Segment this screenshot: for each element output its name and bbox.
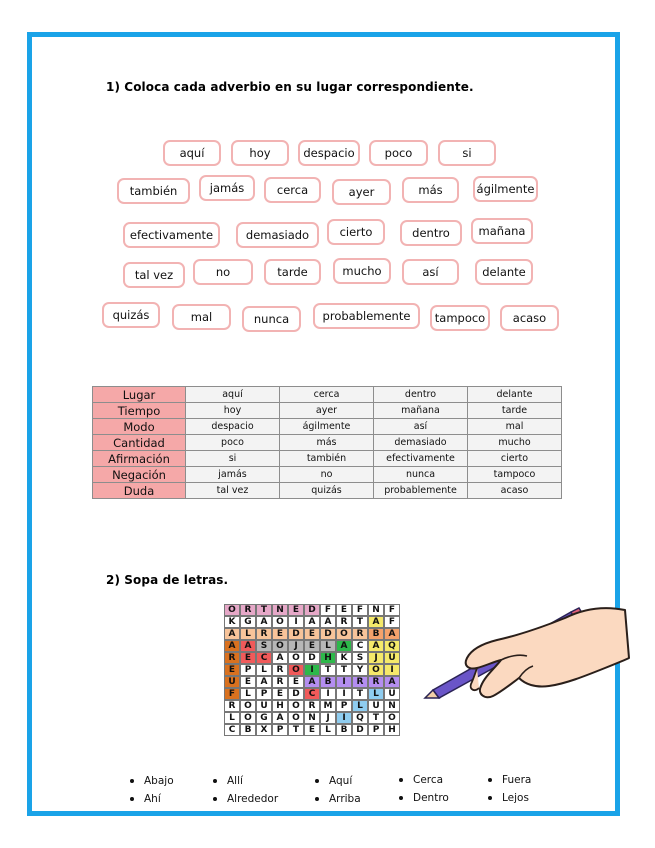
grid-letter[interactable]: S — [352, 652, 368, 664]
grid-letter[interactable]: C — [256, 652, 272, 664]
grid-letter[interactable]: A — [256, 616, 272, 628]
hand-shape — [466, 608, 629, 697]
word-card[interactable]: hoy — [231, 140, 289, 166]
grid-letter[interactable]: K — [224, 616, 240, 628]
word-card[interactable]: ágilmente — [473, 176, 538, 202]
grid-letter[interactable]: A — [240, 640, 256, 652]
word-list-item: Dentro — [399, 792, 449, 804]
word-card[interactable]: poco — [369, 140, 428, 166]
adverb-cell: más — [280, 435, 374, 451]
adverb-cell: demasiado — [374, 435, 468, 451]
grid-letter[interactable]: D — [288, 688, 304, 700]
grid-letter[interactable]: D — [304, 604, 320, 616]
table-row — [93, 467, 562, 483]
word-list-item: Cerca — [399, 774, 443, 786]
grid-letter[interactable]: D — [352, 724, 368, 736]
adverb-cell: no — [280, 467, 374, 483]
grid-letter[interactable]: L — [320, 724, 336, 736]
grid-letter[interactable]: J — [288, 640, 304, 652]
grid-letter[interactable]: L — [256, 664, 272, 676]
adverb-cell: ayer — [280, 403, 374, 419]
grid-letter[interactable]: D — [320, 628, 336, 640]
grid-letter[interactable]: L — [352, 700, 368, 712]
grid-letter[interactable]: L — [368, 688, 384, 700]
grid-letter[interactable]: U — [368, 700, 384, 712]
grid-letter[interactable]: P — [240, 664, 256, 676]
category-cell: Modo — [93, 419, 186, 435]
grid-letter[interactable]: A — [384, 628, 400, 640]
grid-letter[interactable]: O — [272, 640, 288, 652]
grid-letter[interactable]: O — [288, 664, 304, 676]
grid-letter[interactable]: O — [336, 628, 352, 640]
grid-letter[interactable]: A — [224, 628, 240, 640]
table-row — [93, 451, 562, 467]
grid-letter[interactable]: M — [320, 700, 336, 712]
grid-letter[interactable]: O — [288, 700, 304, 712]
grid-letter[interactable]: A — [384, 676, 400, 688]
adverb-cell: acaso — [468, 483, 562, 499]
grid-letter[interactable]: Q — [352, 712, 368, 724]
table-row — [93, 419, 562, 435]
grid-letter[interactable]: B — [368, 628, 384, 640]
grid-letter[interactable]: B — [336, 724, 352, 736]
grid-letter[interactable]: R — [256, 628, 272, 640]
word-card[interactable]: si — [438, 140, 496, 166]
grid-letter[interactable]: R — [352, 676, 368, 688]
word-card[interactable]: ayer — [332, 179, 391, 205]
word-card[interactable]: demasiado — [236, 222, 319, 248]
grid-letter[interactable]: J — [368, 652, 384, 664]
grid-letter[interactable]: N — [304, 712, 320, 724]
grid-letter[interactable]: H — [272, 700, 288, 712]
grid-letter[interactable]: F — [384, 604, 400, 616]
grid-letter[interactable]: A — [336, 640, 352, 652]
adverb-cell: quizás — [280, 483, 374, 499]
grid-letter[interactable]: E — [240, 652, 256, 664]
adverb-cell: cierto — [468, 451, 562, 467]
word-card[interactable]: efectivamente — [123, 222, 220, 248]
word-card[interactable]: tarde — [264, 259, 321, 285]
grid-letter[interactable]: D — [288, 628, 304, 640]
grid-letter[interactable]: R — [304, 700, 320, 712]
grid-letter[interactable]: E — [272, 628, 288, 640]
grid-letter[interactable]: N — [272, 604, 288, 616]
grid-letter[interactable]: A — [272, 712, 288, 724]
table-row — [93, 403, 562, 419]
grid-letter[interactable]: R — [224, 652, 240, 664]
grid-letter[interactable]: A — [304, 676, 320, 688]
word-list-item: Arriba — [315, 793, 361, 805]
grid-letter[interactable]: D — [304, 652, 320, 664]
grid-letter[interactable]: I — [336, 688, 352, 700]
grid-letter[interactable]: I — [304, 664, 320, 676]
grid-letter[interactable]: I — [288, 616, 304, 628]
word-card[interactable]: no — [193, 259, 253, 285]
word-card[interactable]: acaso — [500, 305, 559, 331]
category-cell: Lugar — [93, 387, 186, 403]
grid-letter[interactable]: A — [304, 616, 320, 628]
word-card[interactable]: mucho — [333, 258, 391, 284]
grid-letter[interactable]: K — [336, 652, 352, 664]
adverb-cell: así — [374, 419, 468, 435]
adverb-cell: tarde — [468, 403, 562, 419]
adverb-cell: mucho — [468, 435, 562, 451]
grid-letter[interactable]: A — [368, 616, 384, 628]
grid-letter[interactable]: A — [224, 640, 240, 652]
category-cell: Negación — [93, 467, 186, 483]
word-card[interactable]: más — [402, 177, 459, 203]
grid-letter[interactable]: T — [320, 664, 336, 676]
grid-letter[interactable]: C — [224, 724, 240, 736]
grid-letter[interactable]: R — [272, 676, 288, 688]
grid-letter[interactable]: O — [240, 700, 256, 712]
grid-letter[interactable]: U — [384, 652, 400, 664]
word-card[interactable]: mal — [172, 304, 231, 330]
grid-letter[interactable]: O — [288, 652, 304, 664]
grid-letter[interactable]: E — [304, 640, 320, 652]
table-row — [93, 387, 562, 403]
grid-letter[interactable]: L — [240, 628, 256, 640]
adverb-cell: poco — [186, 435, 280, 451]
adverb-cell: también — [280, 451, 374, 467]
grid-letter[interactable]: A — [256, 676, 272, 688]
word-card[interactable]: tampoco — [430, 305, 490, 331]
grid-letter[interactable]: O — [240, 712, 256, 724]
word-card[interactable]: mañana — [471, 218, 533, 244]
grid-letter[interactable]: H — [384, 724, 400, 736]
adverb-cell: efectivamente — [374, 451, 468, 467]
word-list-item: Abajo — [130, 775, 174, 787]
adverb-cell: mal — [468, 419, 562, 435]
table-row — [93, 483, 562, 499]
word-card[interactable]: también — [117, 178, 190, 204]
grid-letter[interactable]: P — [368, 724, 384, 736]
grid-letter[interactable]: T — [288, 724, 304, 736]
table-row — [93, 435, 562, 451]
grid-letter[interactable]: O — [368, 664, 384, 676]
grid-letter[interactable]: E — [288, 604, 304, 616]
grid-letter[interactable]: G — [240, 616, 256, 628]
word-list-item: Allí — [213, 775, 243, 787]
grid-letter[interactable]: E — [272, 688, 288, 700]
grid-letter[interactable]: T — [368, 712, 384, 724]
exercise-2-title: 2) Sopa de letras. — [106, 573, 229, 587]
grid-letter[interactable]: E — [224, 664, 240, 676]
word-card[interactable]: así — [402, 259, 459, 285]
grid-letter[interactable]: R — [272, 664, 288, 676]
grid-letter[interactable]: N — [368, 604, 384, 616]
grid-letter[interactable]: E — [336, 604, 352, 616]
grid-letter[interactable]: A — [320, 616, 336, 628]
grid-letter[interactable]: H — [320, 652, 336, 664]
word-card[interactable]: aquí — [163, 140, 221, 166]
grid-letter[interactable]: G — [256, 712, 272, 724]
hand-with-pencil-illustration — [415, 598, 635, 718]
adverb-cell: delante — [468, 387, 562, 403]
grid-letter[interactable]: F — [224, 688, 240, 700]
adverb-cell: tal vez — [186, 483, 280, 499]
adverb-cell: tampoco — [468, 467, 562, 483]
word-list-item: Lejos — [488, 792, 529, 804]
word-card[interactable]: probablemente — [313, 303, 420, 329]
adverb-cell: nunca — [374, 467, 468, 483]
grid-letter[interactable]: O — [384, 712, 400, 724]
grid-letter[interactable]: P — [336, 700, 352, 712]
grid-letter[interactable]: S — [256, 640, 272, 652]
grid-letter[interactable]: P — [272, 724, 288, 736]
grid-letter[interactable]: F — [352, 604, 368, 616]
adverb-classification-table — [92, 386, 562, 499]
category-cell: Cantidad — [93, 435, 186, 451]
grid-letter[interactable]: N — [384, 700, 400, 712]
grid-letter[interactable]: C — [352, 640, 368, 652]
grid-letter[interactable]: P — [256, 688, 272, 700]
word-card[interactable]: nunca — [242, 306, 301, 332]
grid-letter[interactable]: O — [224, 604, 240, 616]
word-card[interactable]: delante — [475, 259, 533, 285]
adverb-cell: si — [186, 451, 280, 467]
adverb-cell: probablemente — [374, 483, 468, 499]
grid-letter[interactable]: R — [240, 604, 256, 616]
adverb-cell: jamás — [186, 467, 280, 483]
grid-letter[interactable]: T — [336, 664, 352, 676]
word-card[interactable]: dentro — [400, 220, 462, 246]
grid-letter[interactable]: B — [320, 676, 336, 688]
grid-letter[interactable]: T — [352, 616, 368, 628]
grid-letter[interactable]: R — [224, 700, 240, 712]
grid-letter[interactable]: E — [288, 676, 304, 688]
grid-letter[interactable]: A — [272, 652, 288, 664]
word-list-item: Ahí — [130, 793, 161, 805]
grid-letter[interactable]: U — [256, 700, 272, 712]
grid-letter[interactable]: C — [304, 688, 320, 700]
word-list-item: Alrededor — [213, 793, 278, 805]
adverb-cell: cerca — [280, 387, 374, 403]
adverb-cell: mañana — [374, 403, 468, 419]
grid-letter[interactable]: U — [384, 688, 400, 700]
grid-letter[interactable]: I — [320, 688, 336, 700]
grid-letter[interactable]: I — [384, 664, 400, 676]
grid-letter[interactable]: R — [336, 616, 352, 628]
grid-letter[interactable]: T — [256, 604, 272, 616]
grid-letter[interactable]: Q — [384, 640, 400, 652]
grid-letter[interactable]: L — [224, 712, 240, 724]
grid-letter[interactable]: E — [304, 724, 320, 736]
grid-letter[interactable]: E — [240, 676, 256, 688]
grid-letter[interactable]: F — [384, 616, 400, 628]
grid-letter[interactable]: L — [240, 688, 256, 700]
grid-letter[interactable]: U — [224, 676, 240, 688]
word-card[interactable]: cerca — [264, 177, 321, 203]
grid-letter[interactable]: O — [288, 712, 304, 724]
grid-letter[interactable]: B — [240, 724, 256, 736]
grid-letter[interactable]: A — [368, 640, 384, 652]
adverb-cell: hoy — [186, 403, 280, 419]
grid-letter[interactable]: R — [368, 676, 384, 688]
grid-letter[interactable]: T — [352, 688, 368, 700]
category-cell: Duda — [93, 483, 186, 499]
grid-letter[interactable]: J — [320, 712, 336, 724]
grid-letter[interactable]: L — [320, 640, 336, 652]
word-card[interactable]: jamás — [199, 175, 255, 201]
grid-letter[interactable]: I — [336, 676, 352, 688]
exercise-1-title: 1) Coloca cada adverbio en su lugar correspondiente. — [106, 80, 474, 94]
category-cell: Tiempo — [93, 403, 186, 419]
adverb-cell: despacio — [186, 419, 280, 435]
grid-letter[interactable]: R — [352, 628, 368, 640]
adverb-cell: aquí — [186, 387, 280, 403]
word-card[interactable]: despacio — [298, 140, 360, 166]
word-list-item: Fuera — [488, 774, 531, 786]
word-list-item: Aquí — [315, 775, 352, 787]
grid-letter[interactable]: F — [320, 604, 336, 616]
category-cell: Afirmación — [93, 451, 186, 467]
word-card[interactable]: cierto — [327, 219, 385, 245]
word-card[interactable]: tal vez — [123, 262, 185, 288]
word-card[interactable]: quizás — [102, 302, 160, 328]
adverb-cell: dentro — [374, 387, 468, 403]
grid-letter[interactable]: E — [304, 628, 320, 640]
grid-letter[interactable]: X — [256, 724, 272, 736]
grid-letter[interactable]: O — [272, 616, 288, 628]
grid-letter[interactable]: I — [336, 712, 352, 724]
grid-letter[interactable]: Y — [352, 664, 368, 676]
adverb-cell: ágilmente — [280, 419, 374, 435]
